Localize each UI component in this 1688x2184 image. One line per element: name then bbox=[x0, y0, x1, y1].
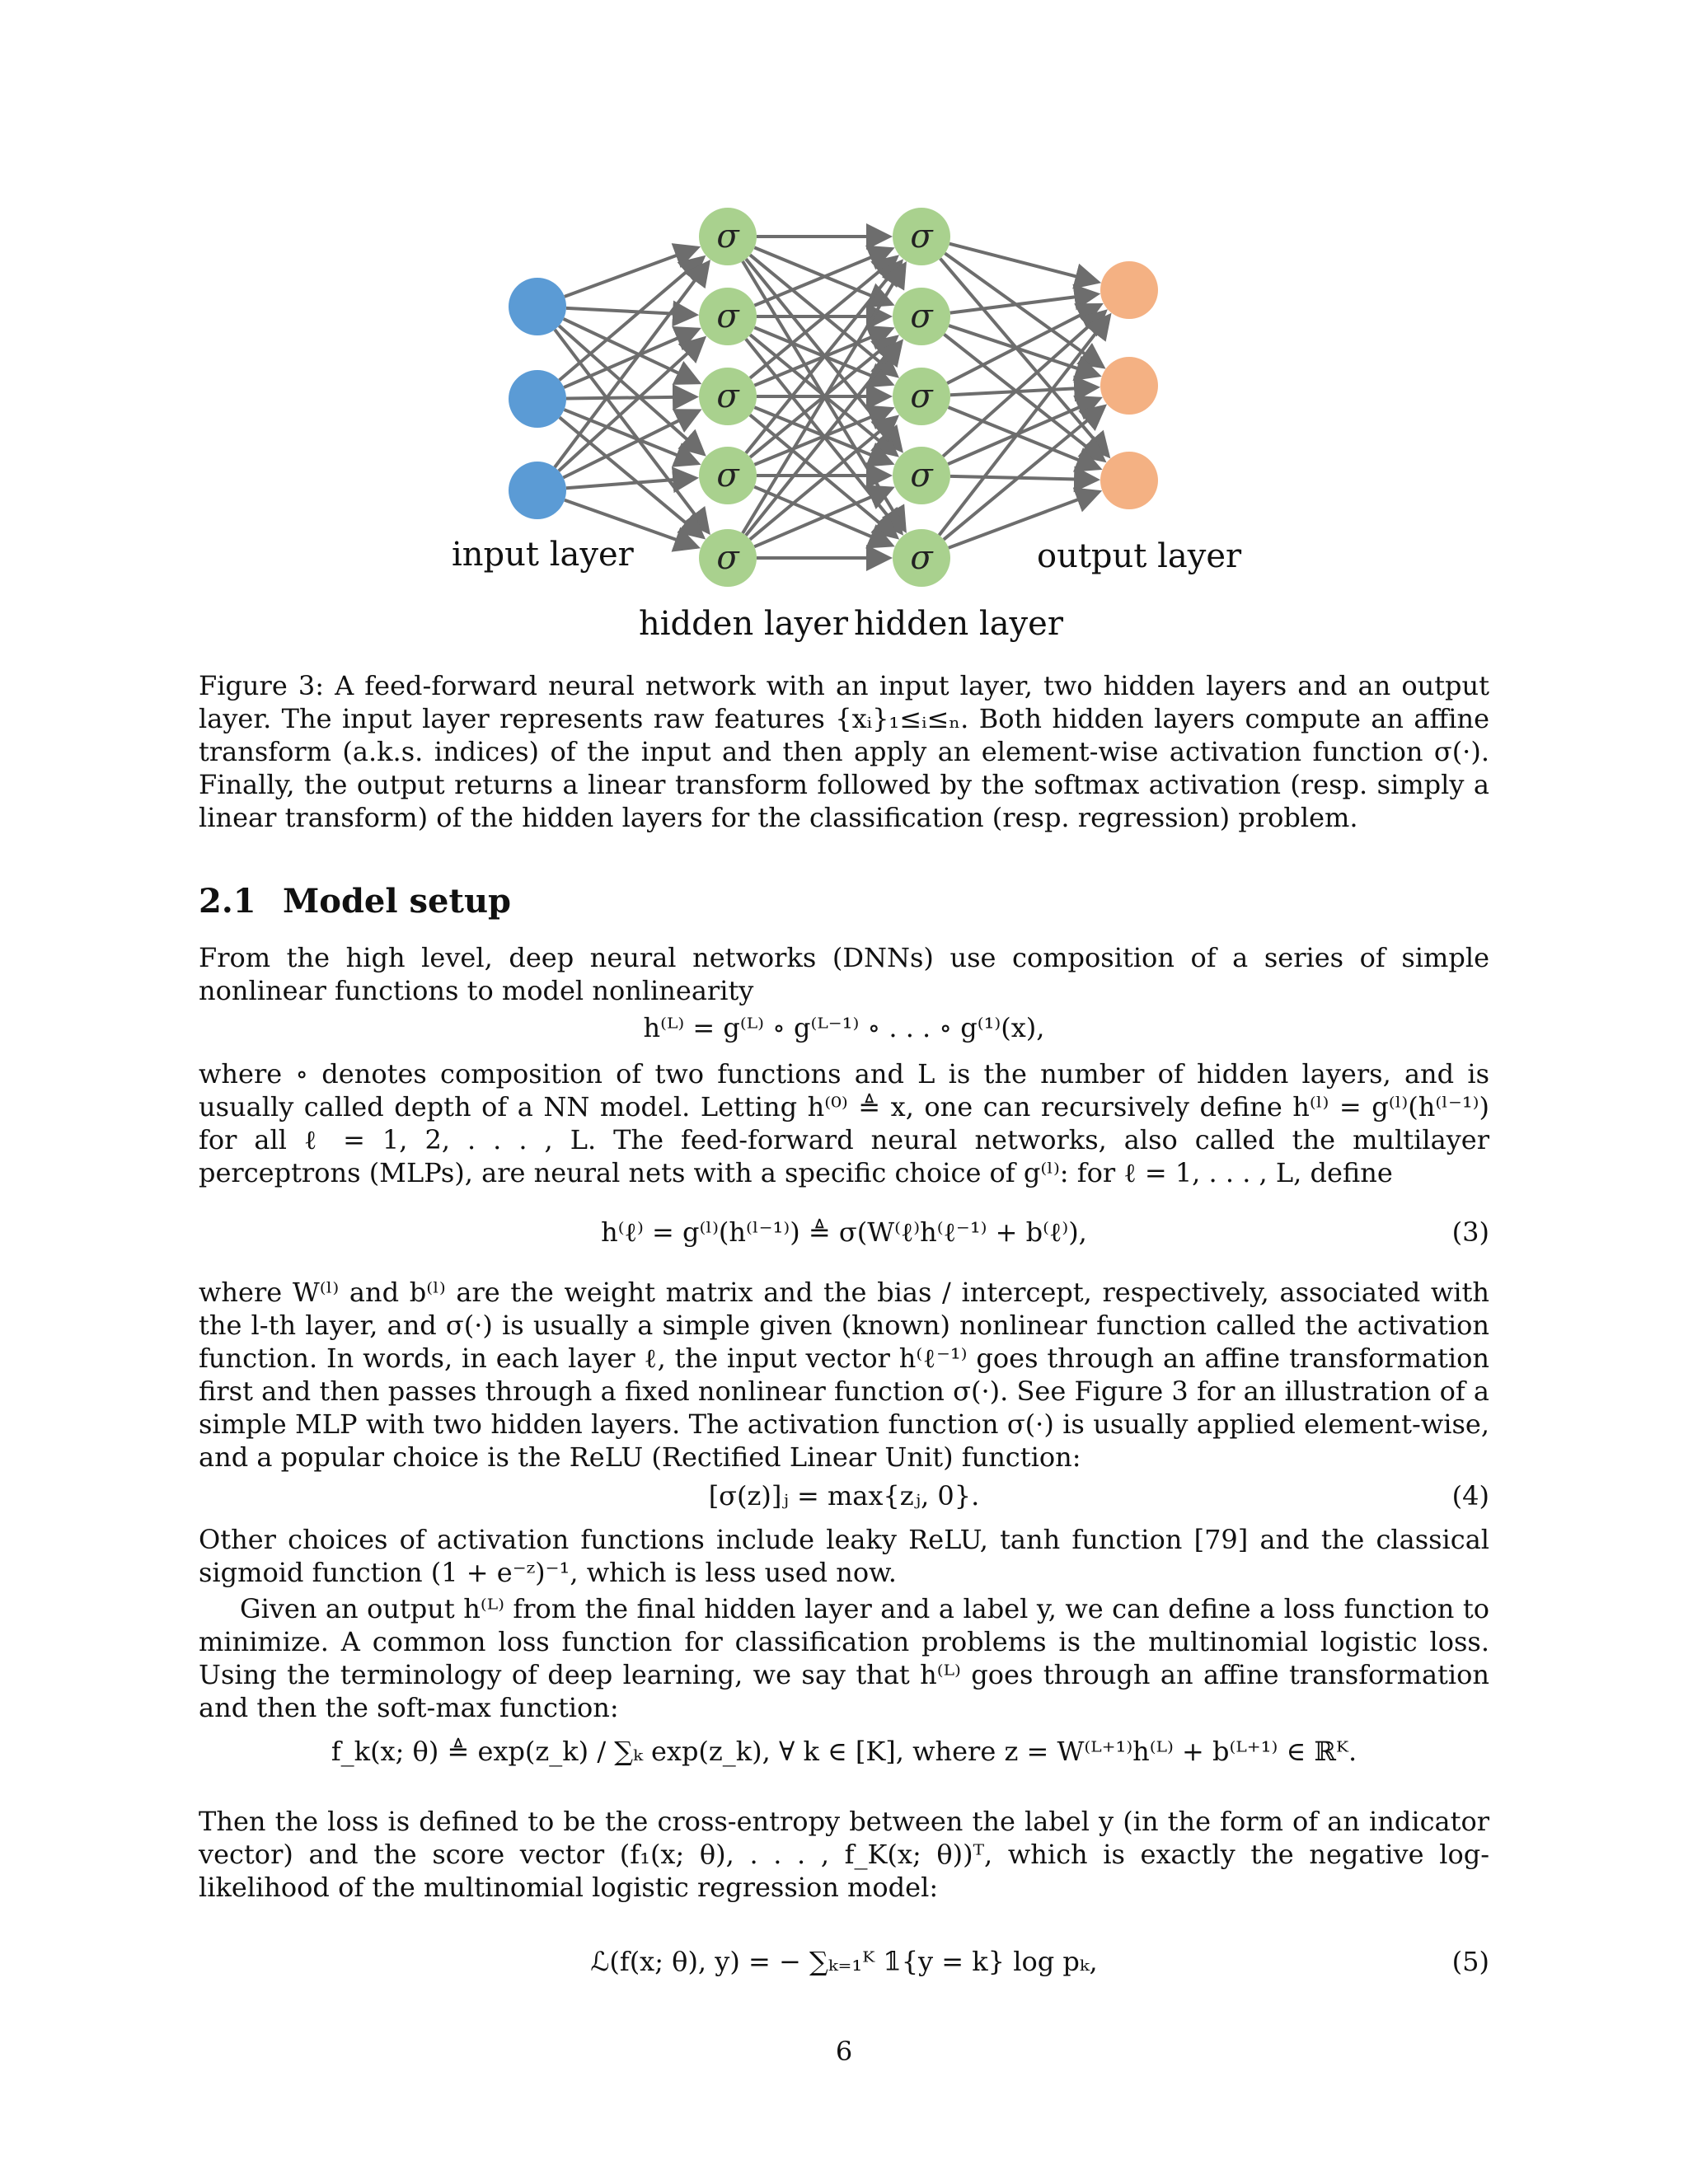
edge-hidden2-1-to-output-1 bbox=[950, 244, 1098, 283]
equation-number-5: (5) bbox=[1451, 1946, 1489, 1977]
equation-mlp-body: h⁽ℓ⁾ = g⁽ˡ⁾(h⁽ˡ⁻¹⁾) ≜ σ(W⁽ℓ⁾h⁽ℓ⁻¹⁾ + b⁽ℓ⁾), bbox=[601, 1216, 1087, 1248]
figure-caption: Figure 3: A feed-forward neural network with an input layer, two hidden layers and an output layer. The input layer represents raw features {xᵢ}₁≤ᵢ≤ₙ. Both hidden layers compute an affine transform (a.k.s. indices) of the input and then apply an element-wise activation function σ(·). Finally, the output returns a linear transform followed by the softmax activation (resp. simply a linear transform) of the hidden layers for the classification (resp. regression) problem. bbox=[199, 670, 1489, 833]
paragraph-depth: where ∘ denotes composition of two functions and L is the number of hidden layers, and is usually called depth of a NN model. Letting h⁽⁰⁾ ≜ x, one can recursively define h⁽ˡ⁾ = g⁽ˡ⁾(h⁽ˡ⁻¹⁾) for all ℓ = 1, 2, . . . , L. The feed-forward neural networks, also called the multilayer perceptrons (MLPs), are neural nets with a specific choice of g⁽ˡ⁾: for ℓ = 1, . . . , L, define bbox=[199, 1058, 1489, 1188]
section-title: Model setup bbox=[283, 882, 511, 921]
edge-input-3-to-hidden1-3 bbox=[563, 410, 699, 477]
hidden-layer-label-1: hidden layer bbox=[639, 605, 848, 643]
equation-loss-body: ℒ(f(x; θ), y) = − ∑ₖ₌₁ᴷ 𝟙{y = k} log pₖ, bbox=[590, 1946, 1098, 1977]
equation-softmax bbox=[199, 1731, 1489, 1772]
hidden-layer-label-2: hidden layer bbox=[854, 605, 1063, 643]
input-layer-label: input layer bbox=[452, 536, 634, 574]
hidden2-sigma-label-3: σ bbox=[910, 377, 933, 415]
equation-number-3: (3) bbox=[1451, 1216, 1489, 1248]
hidden2-sigma-label-4: σ bbox=[910, 457, 933, 494]
hidden1-sigma-label-5: σ bbox=[716, 539, 739, 577]
output-node-2 bbox=[1100, 357, 1158, 415]
hidden1-sigma-label-3: σ bbox=[716, 377, 739, 415]
hidden2-sigma-label-2: σ bbox=[910, 298, 933, 335]
edge-input-1-to-hidden1-2 bbox=[566, 308, 696, 315]
section-heading bbox=[199, 882, 511, 921]
edge-hidden2-3-to-output-2 bbox=[950, 387, 1097, 395]
equation-mlp bbox=[199, 1212, 1489, 1253]
edge-hidden2-2-to-output-2 bbox=[949, 326, 1099, 376]
output-node-1 bbox=[1100, 261, 1158, 319]
input-node-1 bbox=[509, 278, 566, 335]
section-number: 2.1 bbox=[199, 882, 256, 921]
input-node-2 bbox=[509, 370, 566, 428]
hidden2-sigma-label-1: σ bbox=[910, 218, 933, 255]
paragraph-other-activations: Other choices of activation functions include leaky ReLU, tanh function [79] and the classical sigmoid function (1 + e⁻ᶻ)⁻¹, which is less used now. bbox=[199, 1524, 1489, 1588]
equation-number-4: (4) bbox=[1451, 1480, 1489, 1511]
equation-relu-body: [σ(z)]ⱼ = max{zⱼ, 0}. bbox=[708, 1480, 980, 1511]
edge-input-2-to-hidden1-3 bbox=[566, 397, 696, 399]
hidden1-sigma-label-1: σ bbox=[716, 218, 739, 255]
paragraph-loss-intro: Given an output h⁽ᴸ⁾ from the final hidden layer and a label y, we can define a loss function to minimize. A common loss function for classification problems is the multinomial logistic loss. Using the terminology of deep learning, we say that h⁽ᴸ⁾ goes through an affine transformation and then the soft-max function: bbox=[199, 1593, 1489, 1723]
neural-network-figure bbox=[0, 0, 1688, 676]
paragraph-cross-entropy: Then the loss is defined to be the cross-entropy between the label y (in the form of an indicator vector) and the score vector (f₁(x; θ), . . . , f_K(x; θ))ᵀ, which is exactly the negative log-likelihood of the multinomial logistic regression model: bbox=[199, 1806, 1489, 1903]
hidden1-sigma-label-4: σ bbox=[716, 457, 739, 494]
equation-softmax-body: f_k(x; θ) ≜ exp(z_k) / ∑ₖ exp(z_k), ∀ k ∈ [K], where z = W⁽ᴸ⁺¹⁾h⁽ᴸ⁾ + b⁽ᴸ⁺¹⁾ ∈ ℝᴷ. bbox=[331, 1736, 1357, 1767]
equation-loss bbox=[199, 1920, 1489, 2003]
output-layer-label: output layer bbox=[1037, 537, 1242, 575]
network-edges bbox=[555, 237, 1109, 558]
output-node-3 bbox=[1100, 452, 1158, 509]
edge-input-1-to-hidden1-1 bbox=[565, 247, 698, 296]
edge-hidden2-4-to-output-3 bbox=[950, 476, 1097, 480]
edge-input-2-to-hidden1-1 bbox=[560, 257, 704, 380]
hidden2-sigma-label-5: σ bbox=[910, 539, 933, 577]
hidden1-sigma-label-2: σ bbox=[716, 298, 739, 335]
edge-hidden2-3-to-output-1 bbox=[947, 305, 1100, 383]
paragraph-activation: where W⁽ˡ⁾ and b⁽ˡ⁾ are the weight matrix and the bias / intercept, respectively, associated with the l-th layer, and σ(·) is usually a simple given (known) nonlinear function called the activation function. In words, in each layer ℓ, the input vector h⁽ℓ⁻¹⁾ goes through an affine transformation first and then passes through a fixed nonlinear function σ(·). See Figure 3 for an illustration of a simple MLP with two hidden layers. The activation function σ(·) is usually applied element-wise, and a popular choice is the ReLU (Rectified Linear Unit) function: bbox=[199, 1277, 1489, 1473]
edge-input-3-to-hidden1-4 bbox=[566, 478, 696, 488]
equation-relu bbox=[199, 1475, 1489, 1516]
input-node-3 bbox=[509, 462, 566, 519]
equation-composition-body: h⁽ᴸ⁾ = g⁽ᴸ⁾ ∘ g⁽ᴸ⁻¹⁾ ∘ . . . ∘ g⁽¹⁾(x), bbox=[643, 1012, 1045, 1043]
page-number: 6 bbox=[835, 2036, 853, 2067]
equation-composition bbox=[199, 1007, 1489, 1048]
edge-input-1-to-hidden1-3 bbox=[564, 319, 699, 382]
paragraph-intro: From the high level, deep neural networks (DNNs) use composition of a series of simple nonlinear functions to model nonlinearity bbox=[199, 942, 1489, 1006]
